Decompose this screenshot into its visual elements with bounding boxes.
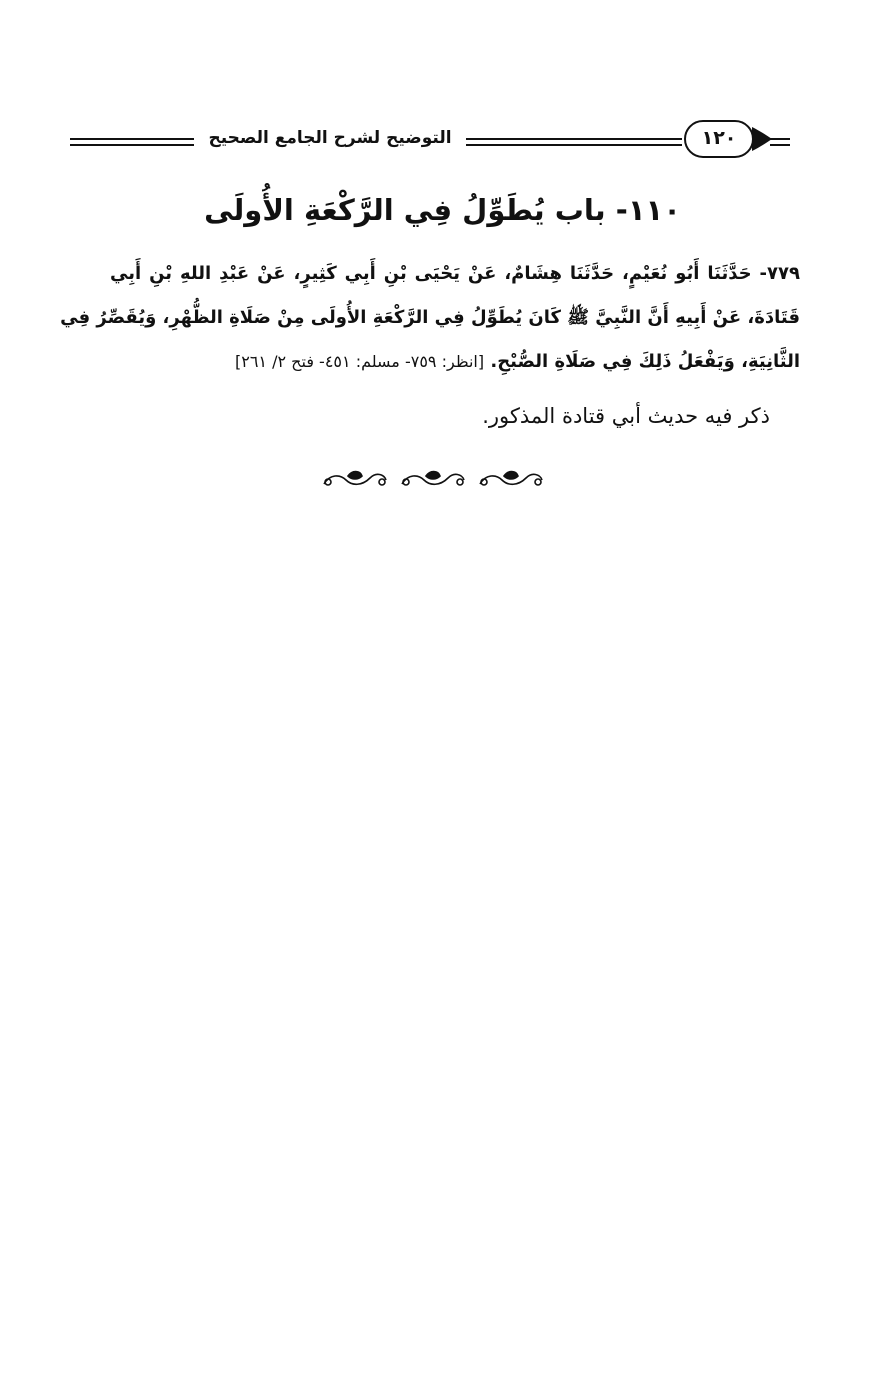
ornament-unit-2 bbox=[402, 472, 464, 486]
header-rule-left-bottom bbox=[70, 144, 194, 146]
page-header bbox=[70, 118, 790, 168]
ornament-unit-3 bbox=[480, 472, 542, 486]
hadith-line-3-text: الثَّانِيَةِ، وَيَفْعَلُ ذَلِكَ فِي صَلَاةِ الصُّبْحِ. bbox=[490, 351, 800, 372]
ornament-unit-1 bbox=[324, 472, 386, 486]
hadith-text bbox=[60, 252, 800, 384]
header-rule-right-lower bbox=[770, 144, 790, 146]
header-rule-middle-top bbox=[466, 138, 682, 140]
header-rule-middle-bottom bbox=[466, 144, 682, 146]
floral-divider-icon bbox=[318, 464, 548, 494]
page-number: ١٢٠ bbox=[684, 120, 754, 158]
header-rule-right bbox=[770, 138, 790, 140]
header-rule-left-top bbox=[70, 138, 194, 140]
commentary-text: ذكر فيه حديث أبي قتادة المذكور. bbox=[482, 404, 770, 428]
chapter-title: ١١٠- باب يُطَوِّلُ فِي الرَّكْعَةِ الأُولَى bbox=[204, 193, 681, 227]
running-title: التوضيح لشرح الجامع الصحيح bbox=[208, 128, 452, 148]
hadith-line-3 bbox=[110, 340, 800, 384]
hadith-line-1: ٧٧٩- حَدَّثَنَا أَبُو نُعَيْمٍ، حَدَّثَنَا هِشَامٌ، عَنْ يَحْيَى بْنِ أَبِي كَثِيرٍ، عَنْ عَبْدِ اللهِ بْنِ أَبِي bbox=[110, 263, 800, 284]
hadith-line-2: قَتَادَةَ، عَنْ أَبِيهِ أَنَّ النَّبِيَّ ﷺ كَانَ يُطَوِّلُ فِي الرَّكْعَةِ الأُولَى مِنْ صَلَاةِ الظُّهْرِ، وَيُقَصِّرُ فِي bbox=[60, 307, 800, 328]
hadith-reference: [انظر: ٧٥٩- مسلم: ٤٥١- فتح ٢/ ٢٦١] bbox=[234, 352, 485, 371]
